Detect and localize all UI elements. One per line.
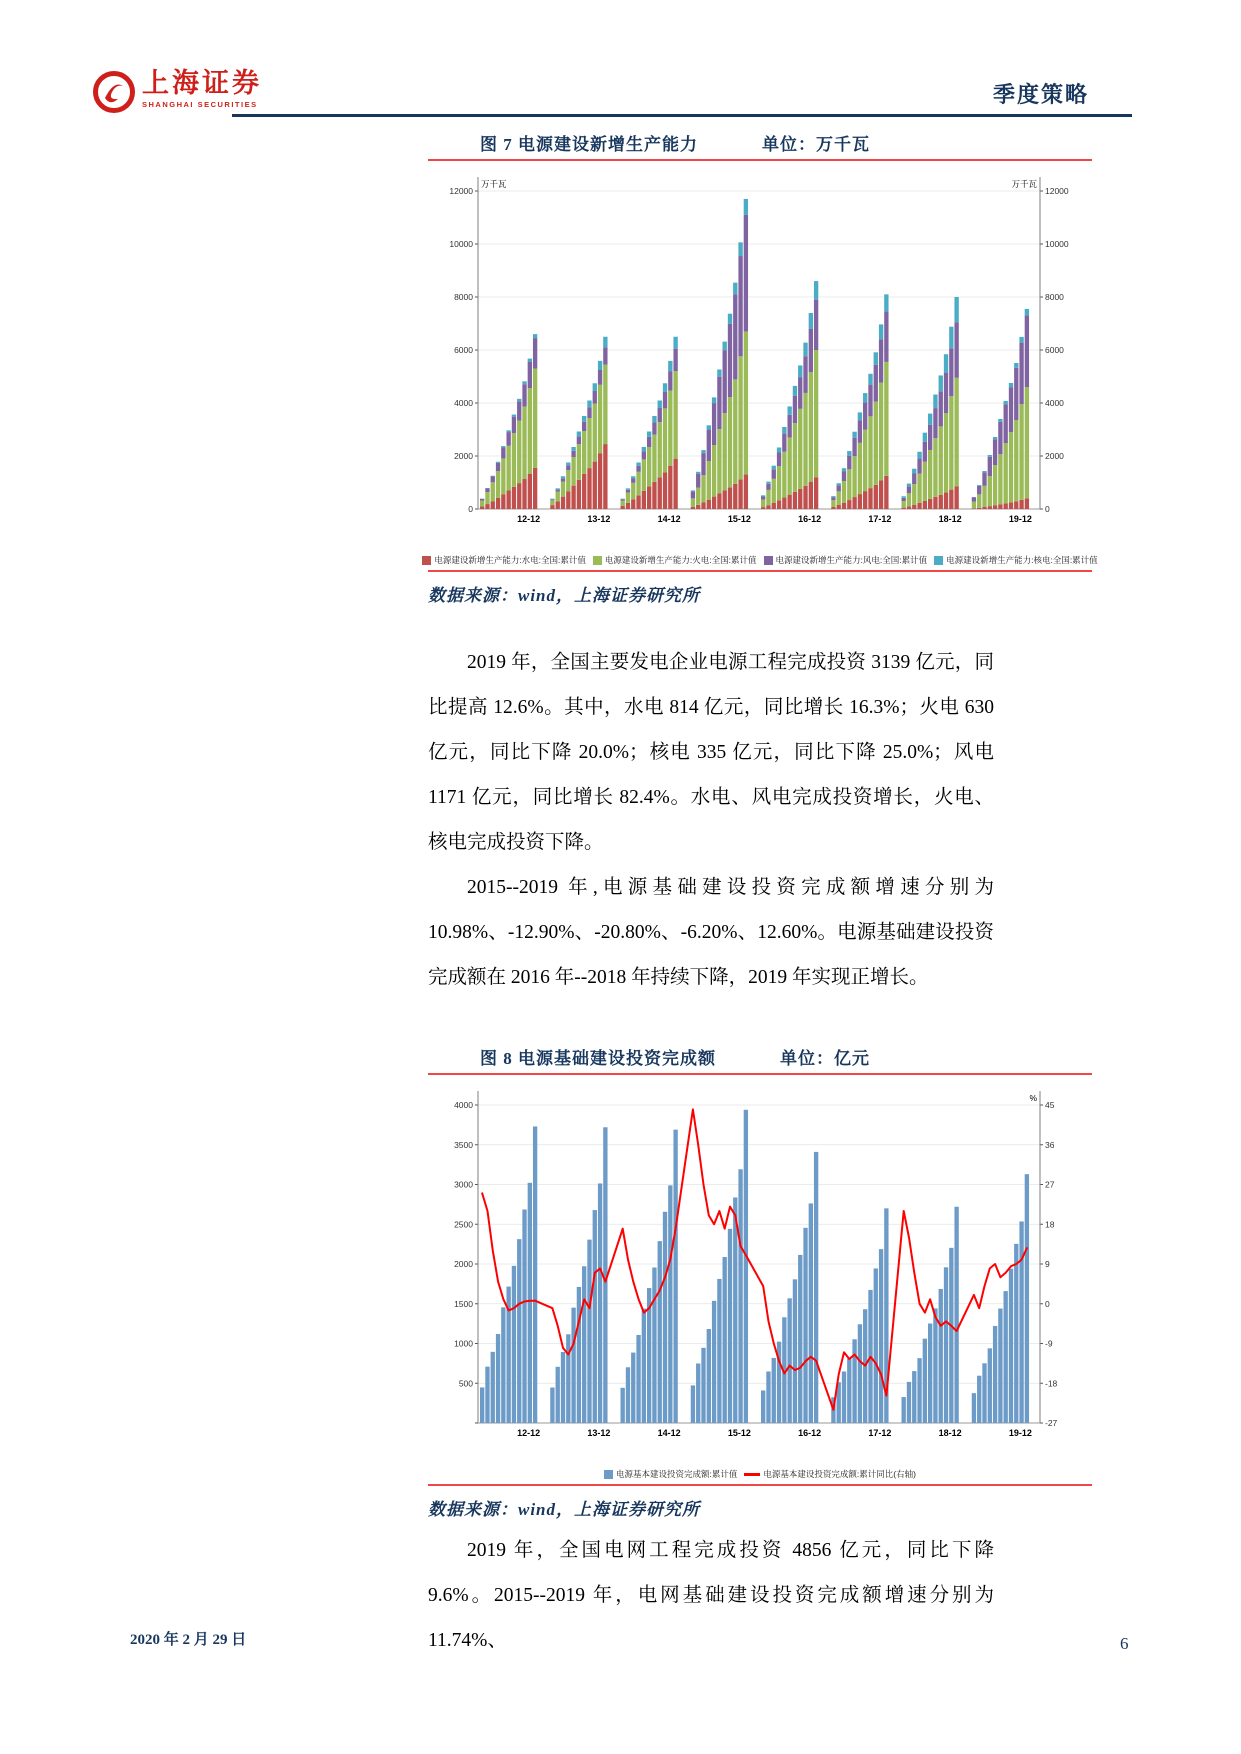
shanghai-securities-logo [92, 70, 262, 114]
svg-text:-9: -9 [1045, 1338, 1053, 1349]
header-divider [232, 114, 1132, 117]
svg-text:13-12: 13-12 [587, 1428, 611, 1438]
content-column [428, 130, 1098, 1663]
paragraph-power-investment: 2019 年，全国主要发电企业电源工程完成投资 3139 亿元，同比提高 12.6%。其中，水电 814 亿元，同比增长 16.3%；火电 630 亿元，同比下降 20.0%；核电 335 亿元，同比下降 25.0%；风电 1171 亿元，同比增长 82.4%。水电、风电完成投资增长，火电、核电完成投资下降。 [428, 652, 994, 853]
svg-text:万千瓦: 万千瓦 [1011, 179, 1037, 189]
figure8-legend [428, 1468, 1092, 1480]
legend-item-nuclear [934, 554, 1098, 566]
hydro-swatch-icon [422, 556, 431, 565]
svg-text:2500: 2500 [454, 1219, 473, 1230]
nuclear-swatch-icon [934, 556, 943, 565]
figure8-unit: 单位：亿元 [780, 1049, 870, 1068]
report-date: 2020 年 2 月 29 日 [130, 1632, 247, 1648]
figure8-source: 数据来源：wind，上海证券研究所 [428, 1500, 701, 1519]
svg-text:万千瓦: 万千瓦 [481, 179, 507, 189]
legend-label-nuclear: 电源建设新增生产能力:核电:全国:累计值 [946, 555, 1098, 565]
svg-text:13-12: 13-12 [587, 514, 611, 524]
report-type-label: 季度策略 [993, 82, 1090, 107]
svg-text:12-12: 12-12 [517, 514, 541, 524]
legend-label-yoy: 电源基本建设投资完成额:累计同比(右轴) [763, 1469, 916, 1479]
figure7-title: 图 7 电源建设新增生产能力 [480, 135, 698, 154]
svg-text:8000: 8000 [454, 292, 473, 302]
svg-text:12000: 12000 [1045, 186, 1069, 196]
legend-label-hydro: 电源建设新增生产能力:水电:全国:累计值 [434, 555, 586, 565]
svg-text:0: 0 [1045, 1298, 1050, 1309]
legend-label-wind: 电源建设新增生产能力:风电:全国:累计值 [775, 555, 928, 565]
shanghai-securities-logo-icon [92, 70, 136, 114]
yoy-line-swatch-icon [744, 1473, 760, 1476]
svg-text:14-12: 14-12 [657, 1428, 681, 1438]
svg-text:1000: 1000 [454, 1338, 473, 1349]
logo-chinese-name: 上海证券 [142, 68, 262, 98]
svg-text:1500: 1500 [454, 1298, 473, 1309]
svg-text:2000: 2000 [1045, 451, 1064, 461]
thermal-swatch-icon [593, 556, 602, 565]
legend-item-hydro [422, 554, 586, 566]
svg-text:0: 0 [468, 504, 473, 514]
figure7-bottom-rule [428, 570, 1092, 572]
svg-text:19-12: 19-12 [1008, 1428, 1032, 1438]
svg-text:16-12: 16-12 [798, 1428, 822, 1438]
svg-text:17-12: 17-12 [868, 514, 892, 524]
figure7-source: 数据来源：wind，上海证券研究所 [428, 586, 701, 605]
svg-text:18-12: 18-12 [938, 1428, 962, 1438]
legend-item-yoy [744, 1468, 916, 1480]
investment-bar-swatch-icon [604, 1470, 613, 1479]
svg-text:10000: 10000 [1045, 239, 1069, 249]
legend-label-thermal: 电源建设新增生产能力:火电:全国:累计值 [604, 555, 757, 565]
figure7-title-row [428, 130, 1092, 155]
figure7-top-rule [428, 159, 1092, 161]
figure7-legend [428, 554, 1098, 566]
figure8-top-rule [428, 1073, 1092, 1075]
legend-item-completed-investment [604, 1468, 737, 1480]
svg-text:3500: 3500 [454, 1139, 473, 1150]
figure8-title-row [428, 1044, 1092, 1069]
svg-text:19-12: 19-12 [1008, 514, 1032, 524]
svg-text:10000: 10000 [449, 239, 473, 249]
wind-swatch-icon [764, 556, 773, 565]
svg-text:16-12: 16-12 [798, 514, 822, 524]
svg-text:15-12: 15-12 [727, 514, 751, 524]
figure7-chart [428, 167, 1092, 552]
figure8-chart [428, 1081, 1092, 1466]
svg-text:18-12: 18-12 [938, 514, 962, 524]
legend-item-wind [764, 554, 928, 566]
svg-text:500: 500 [458, 1378, 473, 1389]
figure7-unit: 单位：万千瓦 [762, 135, 870, 154]
legend-label-completed-investment: 电源基本建设投资完成额:累计值 [616, 1469, 738, 1479]
svg-text:9: 9 [1045, 1259, 1050, 1269]
svg-text:3000: 3000 [454, 1179, 473, 1190]
svg-text:18: 18 [1045, 1219, 1055, 1230]
svg-text:4000: 4000 [1045, 398, 1064, 408]
svg-text:14-12: 14-12 [657, 514, 681, 524]
svg-text:4000: 4000 [454, 398, 473, 408]
figure8-bottom-rule [428, 1484, 1092, 1486]
svg-text:36: 36 [1045, 1139, 1055, 1150]
svg-text:2000: 2000 [454, 451, 473, 461]
paragraph-growth-rates: 2015--2019 年,电源基础建设投资完成额增速分别为 10.98%、-12.90%、-20.80%、-6.20%、12.60%。电源基础建设投资完成额在 2016 年--2018 年持续下降，2019 年实现正增长。 [428, 877, 994, 988]
svg-text:27: 27 [1045, 1179, 1055, 1190]
figure7-section [428, 130, 1098, 606]
paragraph-grid-investment: 2019 年，全国电网工程完成投资 4856 亿元，同比下降 9.6%。2015--2019 年，电网基础建设投资完成额增速分别为 11.74%、 [428, 1540, 994, 1651]
svg-text:%: % [1029, 1093, 1037, 1103]
svg-text:2000: 2000 [454, 1259, 473, 1269]
svg-text:0: 0 [1045, 504, 1050, 514]
svg-text:-27: -27 [1045, 1418, 1058, 1428]
svg-text:45: 45 [1045, 1100, 1055, 1110]
figure8-section [428, 1044, 1092, 1520]
svg-text:8000: 8000 [1045, 292, 1064, 302]
svg-text:-18: -18 [1045, 1378, 1058, 1389]
figure8-title: 图 8 电源基础建设投资完成额 [480, 1049, 716, 1068]
svg-text:15-12: 15-12 [727, 1428, 751, 1438]
svg-text:12000: 12000 [449, 186, 473, 196]
svg-text:6000: 6000 [454, 345, 473, 355]
legend-item-thermal [593, 554, 757, 566]
svg-text:6000: 6000 [1045, 345, 1064, 355]
svg-text:17-12: 17-12 [868, 1428, 892, 1438]
logo-english-name: SHANGHAI SECURITIES [142, 100, 258, 109]
page-number: 6 [1120, 1634, 1129, 1653]
svg-text:12-12: 12-12 [517, 1428, 541, 1438]
svg-text:4000: 4000 [454, 1100, 473, 1110]
